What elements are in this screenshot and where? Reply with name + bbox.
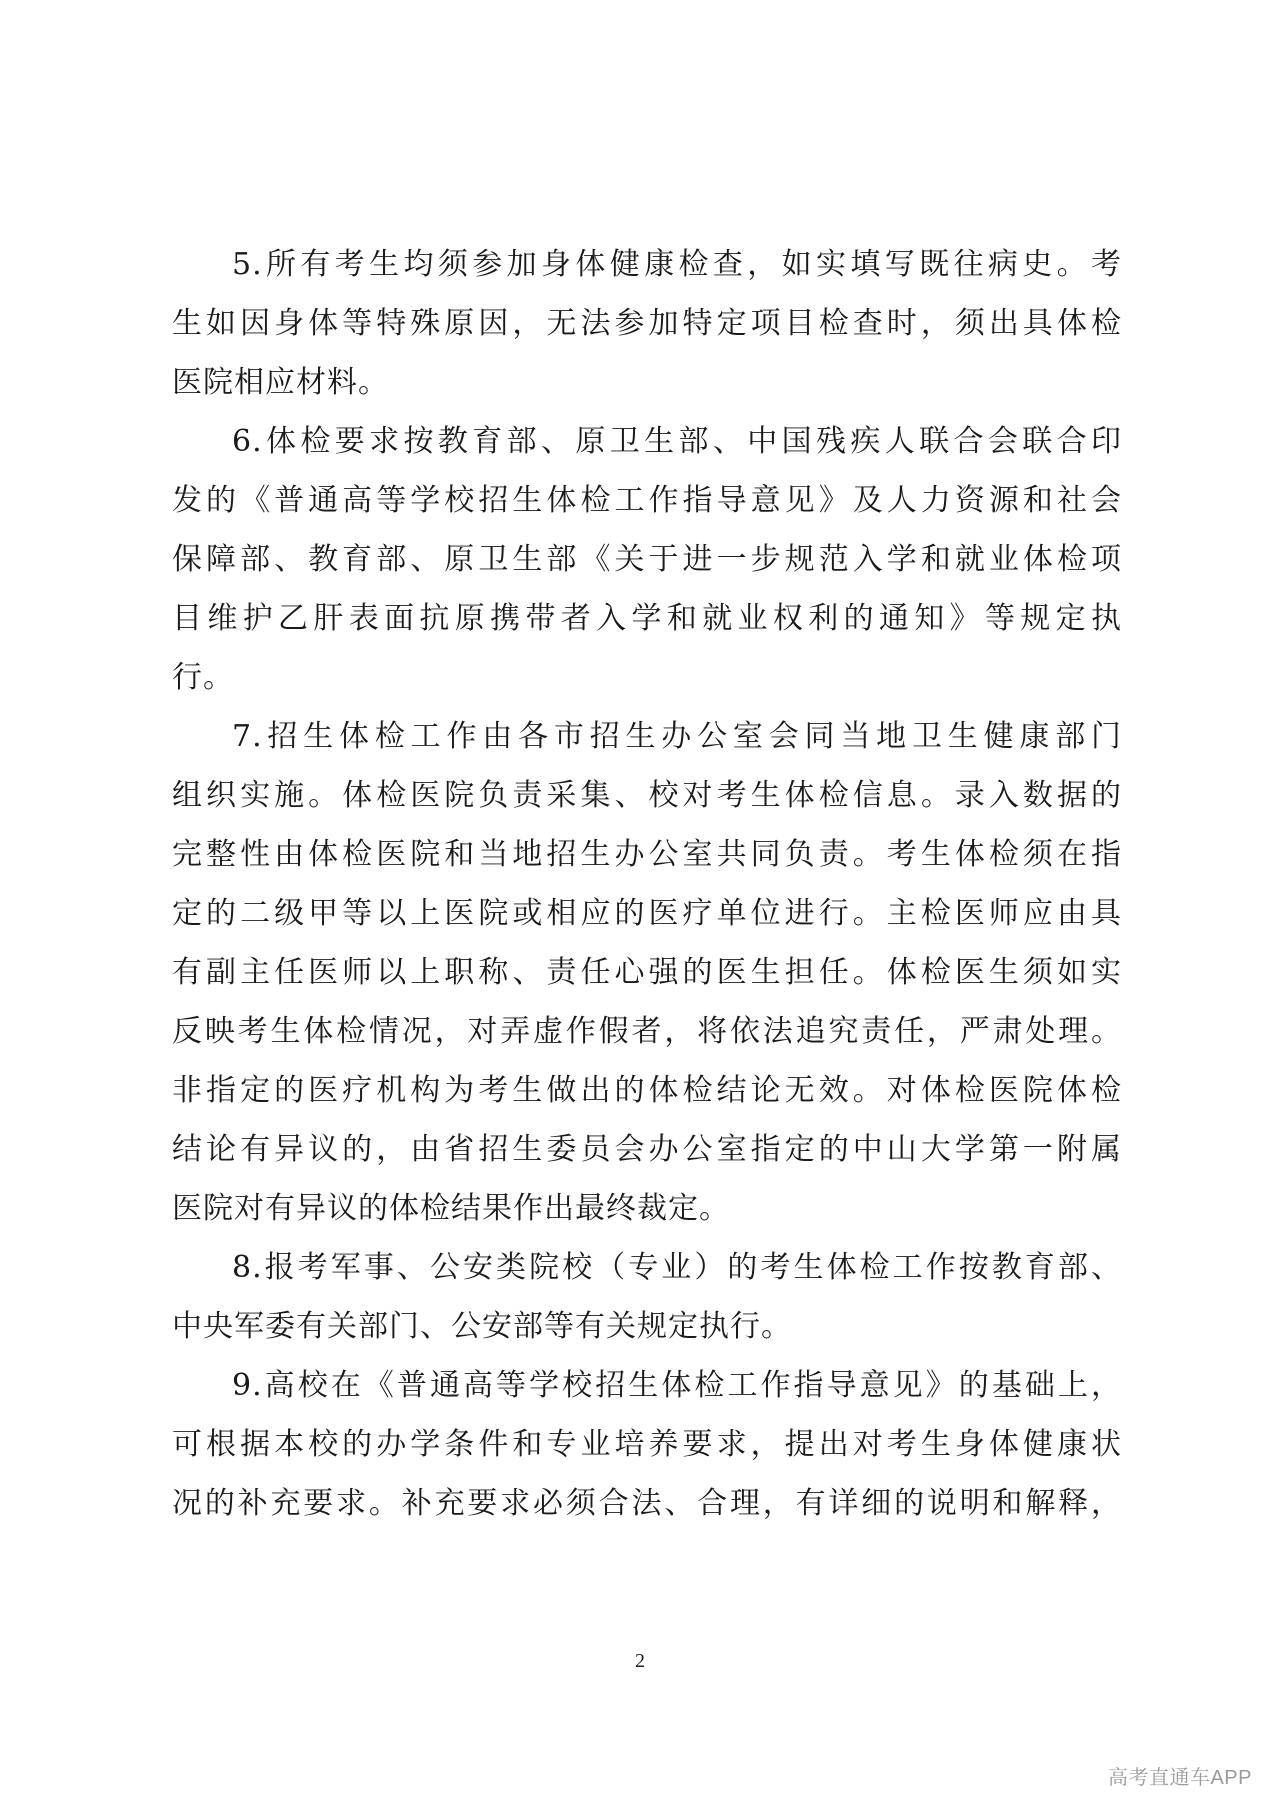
- paragraph-line: 非指定的医疗机构为考生做出的体检结论无效。对体检医院体检: [172, 1073, 1122, 1108]
- paragraph-line: 反映考生体检情况，对弄虚作假者，将依法追究责任，严肃处理。: [172, 1014, 1122, 1049]
- paragraph-line: 定的二级甲等以上医院或相应的医疗单位进行。主检医师应由具: [172, 896, 1122, 931]
- paragraph-line: 结论有异议的，由省招生委员会办公室指定的中山大学第一附属: [172, 1132, 1122, 1167]
- paragraph-first-line: 8.报考军事、公安类院校（专业）的考生体检工作按教育部、: [232, 1250, 1122, 1285]
- paragraph-line: 医院相应材料。: [172, 365, 389, 400]
- paragraph-line: 完整性由体检医院和当地招生办公室共同负责。考生体检须在指: [172, 837, 1122, 872]
- paragraph-line: 可根据本校的办学条件和专业培养要求，提出对考生身体健康状: [172, 1427, 1122, 1462]
- paragraph-line: 况的补充要求。补充要求必须合法、合理，有详细的说明和解释，: [172, 1486, 1122, 1521]
- page-number: 2: [635, 1650, 645, 1672]
- paragraph-line: 保障部、教育部、原卫生部《关于进一步规范入学和就业体检项: [172, 542, 1122, 577]
- paragraph-first-line: 6.体检要求按教育部、原卫生部、中国残疾人联合会联合印: [232, 424, 1122, 459]
- paragraph-line: 目维护乙肝表面抗原携带者入学和就业权利的通知》等规定执: [172, 601, 1122, 636]
- paragraph-line: 组织实施。体检医院负责采集、校对考生体检信息。录入数据的: [172, 778, 1122, 813]
- paragraph-line: 中央军委有关部门、公安部等有关规定执行。: [172, 1309, 792, 1344]
- paragraph-first-line: 5.所有考生均须参加身体健康检查，如实填写既往病史。考: [232, 247, 1122, 282]
- paragraph-line: 生如因身体等特殊原因，无法参加特定项目检查时，须出具体检: [172, 306, 1122, 341]
- document-body: [172, 235, 1122, 1533]
- paragraph-line: 有副主任医师以上职称、责任心强的医生担任。体检医生须如实: [172, 955, 1122, 990]
- app-watermark: 高考直通车APP: [1107, 1767, 1252, 1789]
- paragraph-first-line: 7.招生体检工作由各市招生办公室会同当地卫生健康部门: [232, 719, 1122, 754]
- paragraph-line: 行。: [172, 660, 234, 695]
- paragraph-first-line: 9.高校在《普通高等学校招生体检工作指导意见》的基础上，: [232, 1368, 1122, 1403]
- paragraph-line: 发的《普通高等学校招生体检工作指导意见》及人力资源和社会: [172, 483, 1122, 518]
- paragraph-line: 医院对有异议的体检结果作出最终裁定。: [172, 1191, 730, 1226]
